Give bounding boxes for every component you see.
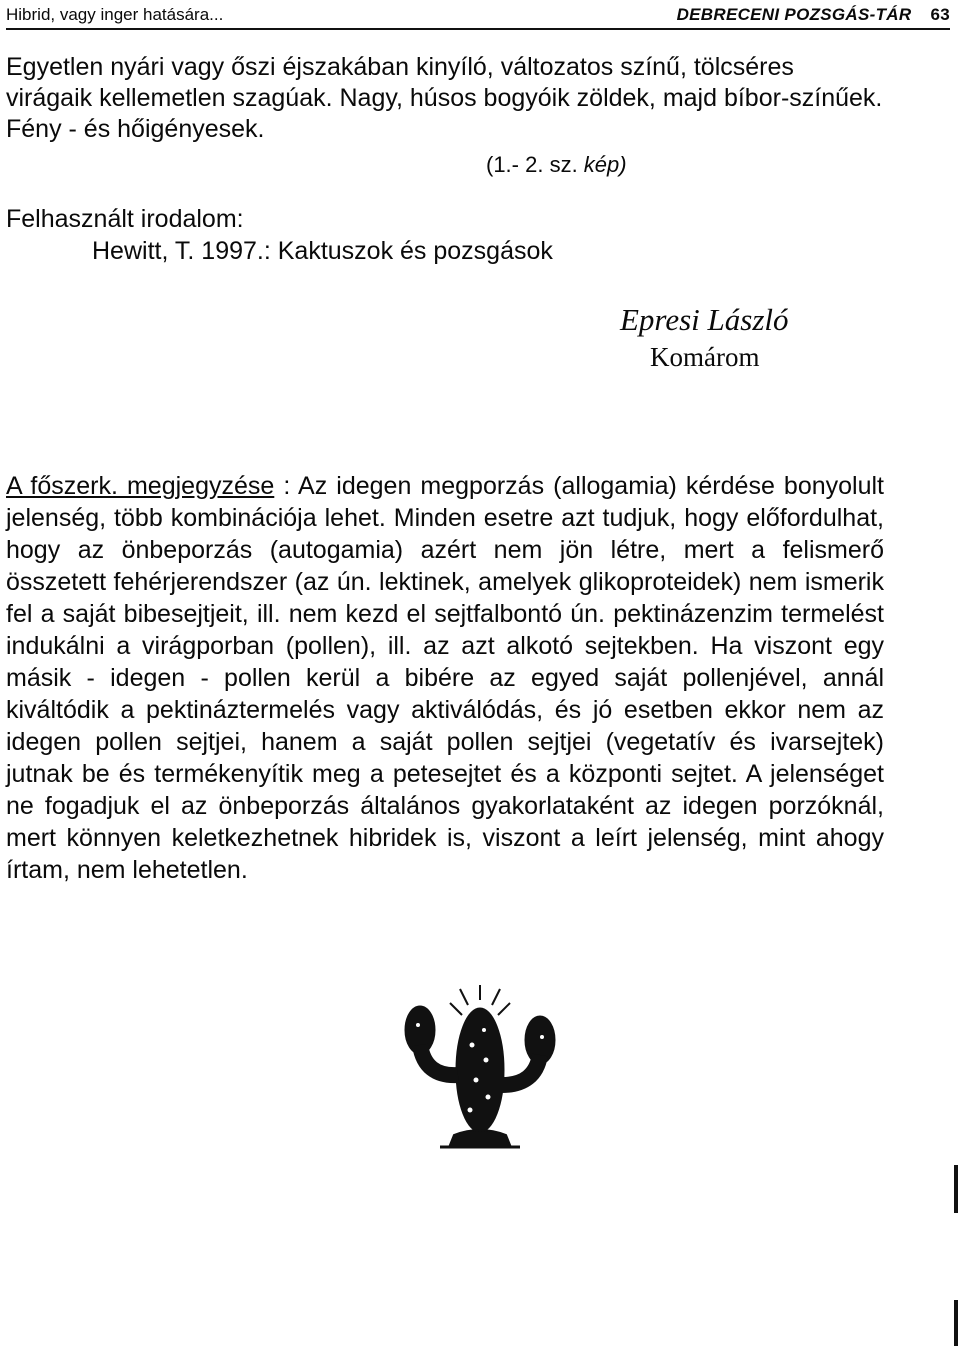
editor-note-separator: :: [274, 472, 299, 500]
author-name: Epresi László: [620, 302, 789, 337]
scan-edge-mark: [954, 1165, 958, 1213]
intro-paragraph: Egyetlen nyári vagy őszi éjszakában kinyíló, változatos színű, tölcséres virágaik kellemetlen szagúak. Nagy, húsos bogyóik zöldek, majd bíbor-színűek. Fény - és hőigényesek.: [6, 53, 883, 143]
header-journal: [677, 5, 950, 25]
literature-reference: Hewitt, T. 1997.: Kaktuszok és pozsgások: [92, 237, 553, 265]
editor-note: [6, 470, 884, 886]
author-place: Komárom: [650, 342, 760, 372]
page-number: 63: [930, 5, 950, 24]
header-section-title: Hibrid, vagy inger hatására...: [6, 5, 224, 24]
cactus-icon: [380, 985, 580, 1160]
figure-ref-word: kép): [583, 152, 627, 177]
figure-reference: [486, 152, 627, 178]
scan-edge-mark: [954, 1300, 958, 1346]
literature-heading: Felhasznált irodalom:: [6, 205, 244, 233]
editor-note-label: A főszerk. megjegyzése: [6, 472, 275, 500]
editor-note-text: Az idegen megporzás (allogamia) kérdése bonyolult jelenség, több kombinációja lehet. Minden esetre azt tudjuk, hogy előfordulhat, hogy az önbeporzás (autogamia) azért nem jön létre, mert a felismerő összetett fehérjerendszer (az ún. lektinek, amelyek glikoproteidek) nem ismerik fel a saját bibesejtjeit, ill. nem kezd el sejtfalbontó ún. pektinázenzim termelést indukálni a virágporban (pollen), ill. az azt alkotó sejtekben. Ha viszont egy másik - idegen - pollen kerül a bibére az egyed saját pollenjével, annál kiváltódik a pektináztermelés vagy aktiválódás, és jó esetben ekkor nem az idegen pollen sejtjei, hanem a saját pollen sejtjei (vegetatív és ivarsejtek) jutnak be és termékenyítik meg a petesejtet és a központi sejtet. A jelenséget ne fogadjuk el az önbeporzás általános gyakorlataként az idegen porzóknál, mert könnyen keletkezhetnek hibridek is, viszont a leírt jelenség, mint ahogy írtam, nem lehetetlen.: [6, 472, 884, 884]
running-header: [6, 0, 950, 30]
journal-title: DEBRECENI POZSGÁS-TÁR: [676, 5, 912, 24]
figure-ref-prefix: (1.- 2. sz.: [486, 152, 584, 177]
